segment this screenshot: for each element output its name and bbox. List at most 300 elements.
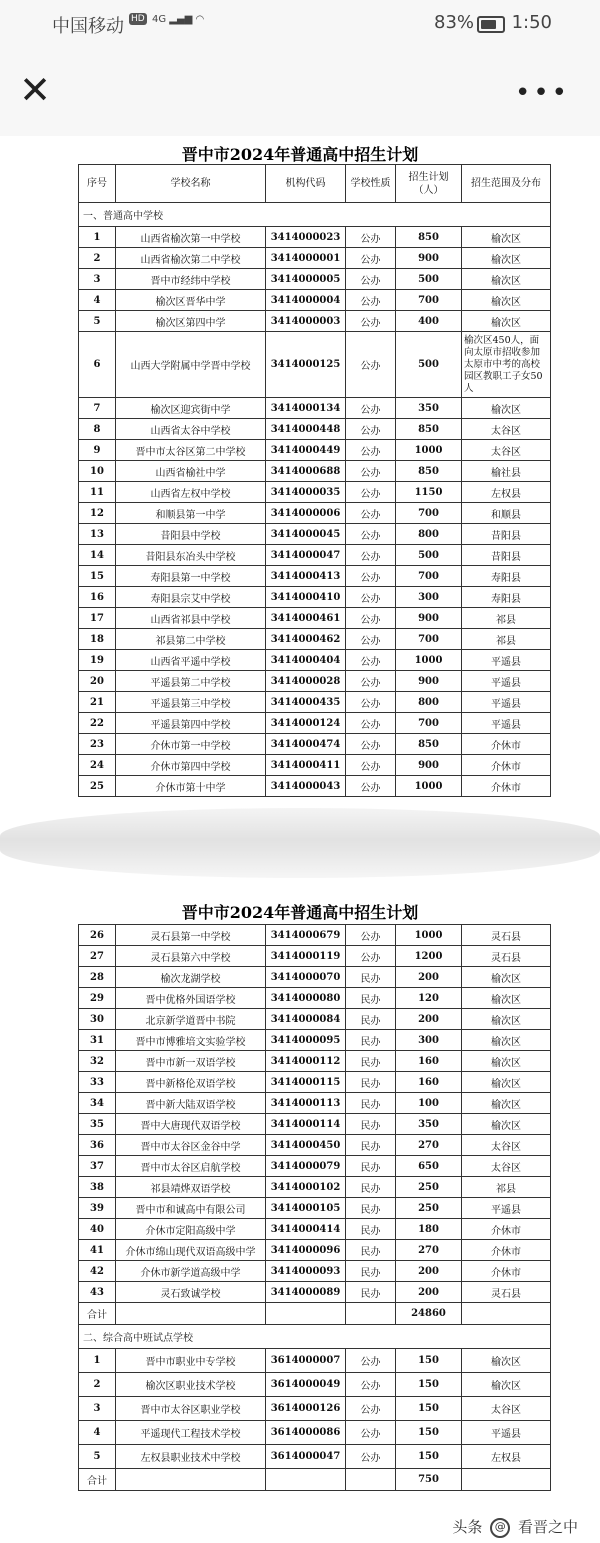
row-type: 民办: [346, 1072, 396, 1093]
row-quota: 200: [396, 1261, 462, 1282]
row-seq: 28: [79, 967, 116, 988]
table-row: [79, 925, 551, 946]
empty-cell: [346, 1303, 396, 1325]
page-divider: [0, 808, 600, 878]
table-page-1: [78, 164, 550, 797]
row-type: 公办: [346, 608, 396, 629]
row-code: 3414000089: [266, 1282, 346, 1303]
table-row: [79, 755, 551, 776]
close-icon[interactable]: ✕: [19, 68, 51, 112]
row-quota: 1200: [396, 946, 462, 967]
row-school-name: 晋中市和诚高中有限公司: [116, 1198, 266, 1219]
row-area: 榆次区: [462, 1349, 551, 1373]
total-label: 合计: [79, 1469, 116, 1491]
row-code: 3414000115: [266, 1072, 346, 1093]
table-row: [79, 482, 551, 503]
row-area: 平遥县: [462, 1421, 551, 1445]
row-seq: 12: [79, 503, 116, 524]
row-code: 3414000113: [266, 1093, 346, 1114]
row-area: 榆次区: [462, 290, 551, 311]
row-school-name: 山西省太谷中学校: [116, 419, 266, 440]
table-row: [79, 988, 551, 1009]
row-quota: 850: [396, 461, 462, 482]
row-quota: 270: [396, 1135, 462, 1156]
row-seq: 1: [79, 227, 116, 248]
row-school-name: 平遥县第四中学校: [116, 713, 266, 734]
total-value: 750: [396, 1469, 462, 1491]
row-school-name: 平遥县第二中学校: [116, 671, 266, 692]
row-seq: 32: [79, 1051, 116, 1072]
row-code: 3414000448: [266, 419, 346, 440]
section-title: 一、普通高中学校: [79, 203, 551, 227]
row-type: 民办: [346, 1282, 396, 1303]
row-seq: 25: [79, 776, 116, 797]
row-code: 3614000126: [266, 1397, 346, 1421]
row-quota: 800: [396, 692, 462, 713]
row-quota: 650: [396, 1156, 462, 1177]
row-school-name: 榆次区第四中学: [116, 311, 266, 332]
row-code: 3414000045: [266, 524, 346, 545]
row-quota: 850: [396, 734, 462, 755]
row-area: 榆次区: [462, 967, 551, 988]
row-quota: 500: [396, 332, 462, 398]
table-row: [79, 227, 551, 248]
table-row: [79, 1445, 551, 1469]
row-school-name: 山西省榆次第二中学校: [116, 248, 266, 269]
row-code: 3414000410: [266, 587, 346, 608]
row-quota: 900: [396, 248, 462, 269]
row-quota: 700: [396, 713, 462, 734]
row-quota: 500: [396, 545, 462, 566]
row-code: 3614000007: [266, 1349, 346, 1373]
row-code: 3414000119: [266, 946, 346, 967]
row-type: 公办: [346, 524, 396, 545]
row-quota: 200: [396, 967, 462, 988]
table-row: [79, 1114, 551, 1135]
row-area: 榆次区: [462, 1072, 551, 1093]
table-row: [79, 1373, 551, 1397]
header-name: 学校名称: [116, 165, 266, 203]
row-area: 左权县: [462, 1445, 551, 1469]
table-row: [79, 440, 551, 461]
row-seq: 30: [79, 1009, 116, 1030]
row-area: 榆次区: [462, 988, 551, 1009]
empty-cell: [266, 1469, 346, 1491]
total-row: [79, 1469, 551, 1491]
empty-cell: [266, 1303, 346, 1325]
empty-cell: [462, 1469, 551, 1491]
row-quota: 250: [396, 1198, 462, 1219]
row-school-name: 晋中市太谷区职业学校: [116, 1397, 266, 1421]
row-area: 祁县: [462, 608, 551, 629]
row-quota: 150: [396, 1349, 462, 1373]
row-area: 太谷区: [462, 1156, 551, 1177]
row-school-name: 晋中新格伦双语学校: [116, 1072, 266, 1093]
row-area: 榆次区: [462, 398, 551, 419]
row-area: 榆社县: [462, 461, 551, 482]
row-type: 民办: [346, 1156, 396, 1177]
row-school-name: 晋中市经纬中学校: [116, 269, 266, 290]
row-area: 寿阳县: [462, 587, 551, 608]
row-quota: 150: [396, 1373, 462, 1397]
row-type: 公办: [346, 227, 396, 248]
watermark-account: 看晋之中: [517, 1518, 578, 1536]
header-seq: 序号: [79, 165, 116, 203]
row-type: 公办: [346, 419, 396, 440]
row-seq: 3: [79, 1397, 116, 1421]
row-code: 3414000023: [266, 227, 346, 248]
table-row: [79, 1397, 551, 1421]
row-quota: 900: [396, 608, 462, 629]
table-row: [79, 1051, 551, 1072]
row-type: 公办: [346, 269, 396, 290]
table-row: [79, 566, 551, 587]
row-area: 昔阳县: [462, 545, 551, 566]
row-seq: 18: [79, 629, 116, 650]
row-area: 榆次区: [462, 1114, 551, 1135]
row-seq: 40: [79, 1219, 116, 1240]
more-button[interactable]: •••: [514, 78, 570, 108]
row-quota: 350: [396, 398, 462, 419]
row-type: 民办: [346, 967, 396, 988]
row-seq: 8: [79, 419, 116, 440]
row-type: 公办: [346, 1445, 396, 1469]
row-quota: 120: [396, 988, 462, 1009]
row-seq: 11: [79, 482, 116, 503]
row-seq: 35: [79, 1114, 116, 1135]
row-quota: 150: [396, 1421, 462, 1445]
row-school-name: 晋中市太谷区金谷中学: [116, 1135, 266, 1156]
row-area: 榆次区: [462, 227, 551, 248]
section-row: [79, 203, 551, 227]
row-type: 民办: [346, 1135, 396, 1156]
row-type: 公办: [346, 1397, 396, 1421]
row-quota: 700: [396, 566, 462, 587]
row-quota: 160: [396, 1051, 462, 1072]
section-title: 二、综合高中班试点学校: [79, 1325, 551, 1349]
row-seq: 14: [79, 545, 116, 566]
row-school-name: 左权县职业技术中学校: [116, 1445, 266, 1469]
row-area: 左权县: [462, 482, 551, 503]
table-header-row: [79, 165, 551, 203]
row-school-name: 介休市新学道高级中学: [116, 1261, 266, 1282]
row-school-name: 山西省祁县中学校: [116, 608, 266, 629]
row-seq: 36: [79, 1135, 116, 1156]
enrollment-table-1: [78, 164, 551, 797]
row-code: 3414000134: [266, 398, 346, 419]
row-quota: 850: [396, 419, 462, 440]
table-row: [79, 1093, 551, 1114]
row-code: 3414000070: [266, 967, 346, 988]
row-quota: 150: [396, 1445, 462, 1469]
row-school-name: 山西省榆次第一中学校: [116, 227, 266, 248]
table-row: [79, 269, 551, 290]
row-seq: 43: [79, 1282, 116, 1303]
row-type: 公办: [346, 332, 396, 398]
row-school-name: 灵石县第一中学校: [116, 925, 266, 946]
row-school-name: 和顺县第一中学: [116, 503, 266, 524]
section-row: [79, 1325, 551, 1349]
total-label: 合计: [79, 1303, 116, 1325]
row-quota: 300: [396, 1030, 462, 1051]
table-row: [79, 608, 551, 629]
row-seq: 26: [79, 925, 116, 946]
row-school-name: 昔阳县中学校: [116, 524, 266, 545]
row-code: 3414000474: [266, 734, 346, 755]
table-row: [79, 1261, 551, 1282]
row-area: 灵石县: [462, 925, 551, 946]
row-type: 公办: [346, 1349, 396, 1373]
row-seq: 31: [79, 1030, 116, 1051]
table-row: [79, 524, 551, 545]
row-type: 民办: [346, 1240, 396, 1261]
row-school-name: 北京新学道晋中书院: [116, 1009, 266, 1030]
row-quota: 350: [396, 1114, 462, 1135]
row-code: 3414000001: [266, 248, 346, 269]
row-code: 3414000005: [266, 269, 346, 290]
row-school-name: 平遥现代工程技术学校: [116, 1421, 266, 1445]
row-type: 公办: [346, 248, 396, 269]
row-area: 灵石县: [462, 946, 551, 967]
table-row: [79, 776, 551, 797]
row-area: 榆次区: [462, 1093, 551, 1114]
row-type: 公办: [346, 671, 396, 692]
total-value: 24860: [396, 1303, 462, 1325]
row-area: 灵石县: [462, 1282, 551, 1303]
row-code: 3414000102: [266, 1177, 346, 1198]
row-code: 3414000450: [266, 1135, 346, 1156]
document-title: 晋中市2024年普通高中招生计划: [181, 145, 419, 164]
row-school-name: 介休市第四中学校: [116, 755, 266, 776]
row-seq: 10: [79, 461, 116, 482]
empty-cell: [116, 1469, 266, 1491]
row-area: 平遥县: [462, 713, 551, 734]
table-row: [79, 311, 551, 332]
table-page-2: [78, 924, 550, 1491]
row-code: 3414000096: [266, 1240, 346, 1261]
row-school-name: 介休市第十中学: [116, 776, 266, 797]
row-seq: 29: [79, 988, 116, 1009]
row-seq: 15: [79, 566, 116, 587]
row-quota: 500: [396, 269, 462, 290]
row-type: 公办: [346, 925, 396, 946]
row-code: 3414000125: [266, 332, 346, 398]
table-row: [79, 1072, 551, 1093]
header-type: 学校性质: [346, 165, 396, 203]
table-row: [79, 461, 551, 482]
row-quota: 1000: [396, 776, 462, 797]
table-row: [79, 713, 551, 734]
row-code: 3414000449: [266, 440, 346, 461]
row-seq: 3: [79, 269, 116, 290]
row-school-name: 介休市第一中学校: [116, 734, 266, 755]
table-row: [79, 1240, 551, 1261]
row-type: 公办: [346, 440, 396, 461]
row-code: 3414000413: [266, 566, 346, 587]
row-type: 公办: [346, 566, 396, 587]
row-type: 公办: [346, 1373, 396, 1397]
row-quota: 1000: [396, 925, 462, 946]
row-area: 榆次区: [462, 311, 551, 332]
row-quota: 400: [396, 311, 462, 332]
table-row: [79, 1156, 551, 1177]
table-row: [79, 419, 551, 440]
row-school-name: 晋中市职业中专学校: [116, 1349, 266, 1373]
row-seq: 13: [79, 524, 116, 545]
row-quota: 250: [396, 1177, 462, 1198]
row-school-name: 晋中市太谷区启航学校: [116, 1156, 266, 1177]
row-seq: 41: [79, 1240, 116, 1261]
row-quota: 180: [396, 1219, 462, 1240]
table-row: [79, 1349, 551, 1373]
row-code: 3414000679: [266, 925, 346, 946]
row-area: 太谷区: [462, 1397, 551, 1421]
table-row: [79, 1135, 551, 1156]
row-code: 3414000084: [266, 1009, 346, 1030]
row-code: 3414000095: [266, 1030, 346, 1051]
row-quota: 200: [396, 1282, 462, 1303]
row-type: 公办: [346, 734, 396, 755]
row-seq: 16: [79, 587, 116, 608]
table-row: [79, 734, 551, 755]
row-school-name: 榆次龙湖学校: [116, 967, 266, 988]
row-seq: 23: [79, 734, 116, 755]
signal-icon: 4G ▂▄▆ ◠: [152, 14, 205, 25]
row-code: 3414000688: [266, 461, 346, 482]
row-code: 3414000003: [266, 311, 346, 332]
row-type: 公办: [346, 311, 396, 332]
table-row: [79, 967, 551, 988]
row-seq: 27: [79, 946, 116, 967]
table-row: [79, 545, 551, 566]
row-type: 公办: [346, 398, 396, 419]
at-icon: @: [490, 1518, 510, 1538]
row-type: 民办: [346, 1198, 396, 1219]
row-quota: 150: [396, 1397, 462, 1421]
row-code: 3414000411: [266, 755, 346, 776]
row-seq: 37: [79, 1156, 116, 1177]
row-area: 平遥县: [462, 692, 551, 713]
row-school-name: 晋中市新一双语学校: [116, 1051, 266, 1072]
row-type: 公办: [346, 545, 396, 566]
nav-bar: [0, 48, 600, 136]
row-type: 公办: [346, 290, 396, 311]
row-seq: 34: [79, 1093, 116, 1114]
row-code: 3614000047: [266, 1445, 346, 1469]
row-code: 3414000105: [266, 1198, 346, 1219]
clock: 1:50: [511, 12, 552, 33]
row-quota: 900: [396, 755, 462, 776]
row-area: 榆次区: [462, 1009, 551, 1030]
row-seq: 1: [79, 1349, 116, 1373]
row-type: 公办: [346, 629, 396, 650]
row-school-name: 榆次区迎宾街中学: [116, 398, 266, 419]
row-school-name: 山西省左权中学校: [116, 482, 266, 503]
row-quota: 700: [396, 629, 462, 650]
row-quota: 1000: [396, 440, 462, 461]
row-type: 民办: [346, 1177, 396, 1198]
row-quota: 850: [396, 227, 462, 248]
row-area: 祁县: [462, 629, 551, 650]
header-code: 机构代码: [266, 165, 346, 203]
row-code: 3414000462: [266, 629, 346, 650]
row-area: 榆次区: [462, 1051, 551, 1072]
row-seq: 38: [79, 1177, 116, 1198]
battery-percent: 83%: [434, 12, 475, 33]
row-quota: 700: [396, 503, 462, 524]
row-school-name: 祁县靖烨双语学校: [116, 1177, 266, 1198]
row-area: 太谷区: [462, 440, 551, 461]
table-row: [79, 1421, 551, 1445]
row-area: 榆次区: [462, 248, 551, 269]
row-area: 介休市: [462, 734, 551, 755]
table-row: [79, 248, 551, 269]
enrollment-table-2: [78, 924, 551, 1491]
row-area: 平遥县: [462, 671, 551, 692]
row-area: 太谷区: [462, 419, 551, 440]
row-seq: 42: [79, 1261, 116, 1282]
total-row: [79, 1303, 551, 1325]
row-code: 3414000435: [266, 692, 346, 713]
row-school-name: 晋中大唐现代双语学校: [116, 1114, 266, 1135]
row-type: 公办: [346, 713, 396, 734]
row-type: 公办: [346, 482, 396, 503]
table-row: [79, 503, 551, 524]
row-seq: 21: [79, 692, 116, 713]
row-type: 民办: [346, 1219, 396, 1240]
row-type: 公办: [346, 650, 396, 671]
row-school-name: 山西省榆社中学: [116, 461, 266, 482]
row-code: 3414000080: [266, 988, 346, 1009]
table-row: [79, 332, 551, 398]
row-code: 3414000461: [266, 608, 346, 629]
row-school-name: 晋中市太谷区第二中学校: [116, 440, 266, 461]
row-code: 3414000043: [266, 776, 346, 797]
row-area: 榆次区450人，面向太原市招收参加太原市中考的高校园区教职工子女50人: [462, 332, 551, 398]
row-quota: 100: [396, 1093, 462, 1114]
row-school-name: 灵石致诚学校: [116, 1282, 266, 1303]
table-row: [79, 629, 551, 650]
row-code: 3414000028: [266, 671, 346, 692]
row-school-name: 介休市绵山现代双语高级中学: [116, 1240, 266, 1261]
row-seq: 6: [79, 332, 116, 398]
empty-cell: [346, 1469, 396, 1491]
row-seq: 5: [79, 1445, 116, 1469]
table-row: [79, 398, 551, 419]
battery-icon: [477, 16, 505, 33]
row-seq: 4: [79, 290, 116, 311]
row-type: 公办: [346, 755, 396, 776]
row-area: 榆次区: [462, 269, 551, 290]
header-area: 招生范围及分布: [462, 165, 551, 203]
row-seq: 17: [79, 608, 116, 629]
row-school-name: 晋中新大陆双语学校: [116, 1093, 266, 1114]
empty-cell: [116, 1303, 266, 1325]
table-row: [79, 587, 551, 608]
row-area: 平遥县: [462, 1198, 551, 1219]
row-quota: 900: [396, 671, 462, 692]
row-school-name: 平遥县第三中学校: [116, 692, 266, 713]
row-school-name: 祁县第二中学校: [116, 629, 266, 650]
watermark-prefix: 头条: [452, 1518, 483, 1536]
row-area: 榆次区: [462, 1373, 551, 1397]
row-type: 民办: [346, 1030, 396, 1051]
row-quota: 1000: [396, 650, 462, 671]
status-bar: [0, 0, 600, 48]
row-code: 3414000404: [266, 650, 346, 671]
row-seq: 19: [79, 650, 116, 671]
empty-cell: [462, 1303, 551, 1325]
